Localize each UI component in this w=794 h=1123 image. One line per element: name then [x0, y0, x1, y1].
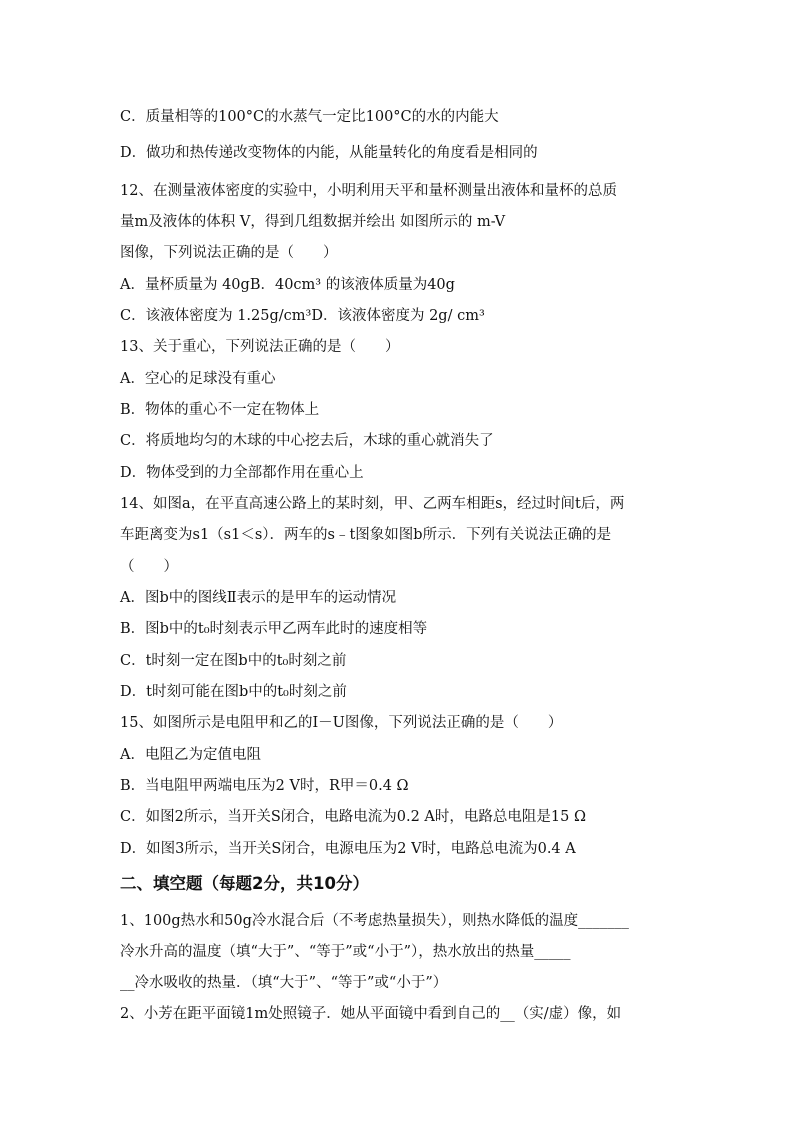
q14-option-c: C．t时刻一定在图b中的t₀时刻之前: [120, 653, 347, 669]
q13-stem: 13、关于重心，下列说法正确的是（ ）: [120, 339, 400, 355]
q12-stem-line3: 图像，下列说法正确的是（ ）: [120, 245, 338, 261]
fill-q1-line3: __冷水吸收的热量．（填“大于”、“等于”或“小于”）: [120, 975, 448, 991]
q15-option-a: A．电阻乙为定值电阻: [120, 747, 261, 763]
q13-option-a: A．空心的足球没有重心: [120, 371, 276, 387]
q12-stem-line1: 12、在测量液体密度的实验中，小明利用天平和量杯测量出液体和量杯的总质: [120, 183, 617, 199]
q15-stem: 15、如图所示是电阻甲和乙的I－U图像，下列说法正确的是（ ）: [120, 715, 563, 731]
q13-option-c: C．将质地均匀的木球的中心挖去后，木球的重心就消失了: [120, 433, 494, 449]
q11-option-c: C．质量相等的100°C的水蒸气一定比100°C的水的内能大: [120, 109, 499, 125]
fill-q2-line1: 2、小芳在距平面镜1m处照镜子．她从平面镜中看到自己的__（实/虚）像，如: [120, 1006, 622, 1022]
q15-option-c: C．如图2所示，当开关S闭合，电路电流为0.2 A时，电路总电阻是15 Ω: [120, 809, 586, 825]
section-heading-fill-in: 二、填空题（每题2分，共10分）: [120, 874, 369, 893]
q14-stem-line3: （ ）: [120, 559, 178, 575]
q15-option-b: B．当电阻甲两端电压为2 V时，R甲＝0.4 Ω: [120, 778, 409, 794]
q14-option-b: B．图b中的t₀时刻表示甲乙两车此时的速度相等: [120, 621, 428, 637]
q14-stem-line1: 14、如图a，在平直高速公路上的某时刻，甲、乙两车相距s，经过时间t后，两: [120, 496, 625, 512]
fill-q1-line2: 冷水升高的温度（填“大于”、“等于”或“小于”），热水放出的热量_____: [120, 944, 571, 960]
q12-options-ab: A．量杯质量为 40gB．40cm³ 的该液体质量为40g: [120, 277, 455, 293]
q14-stem-line2: 车距离变为s1（s1＜s）．两车的s﹣t图象如图b所示．下列有关说法正确的是: [120, 527, 612, 543]
fill-q1-line1: 1、100g热水和50g冷水混合后（不考虑热量损失），则热水降低的温度_______: [120, 913, 629, 929]
q13-option-d: D．物体受到的力全部都作用在重心上: [120, 465, 364, 481]
q14-option-d: D．t时刻可能在图b中的t₀时刻之前: [120, 684, 347, 700]
q14-option-a: A．图b中的图线Ⅱ表示的是甲车的运动情况: [120, 590, 397, 606]
q13-option-b: B．物体的重心不一定在物体上: [120, 402, 320, 418]
q11-option-d: D．做功和热传递改变物体的内能，从能量转化的角度看是相同的: [120, 145, 538, 161]
q12-stem-line2: 量m及液体的体积 V，得到几组数据并绘出 如图所示的 m-V: [120, 214, 506, 230]
q15-option-d: D．如图3所示，当开关S闭合，电源电压为2 V时，电路总电流为0.4 A: [120, 841, 576, 857]
q12-options-cd: C．该液体密度为 1.25g/cm³D．该液体密度为 2g/ cm³: [120, 308, 485, 324]
